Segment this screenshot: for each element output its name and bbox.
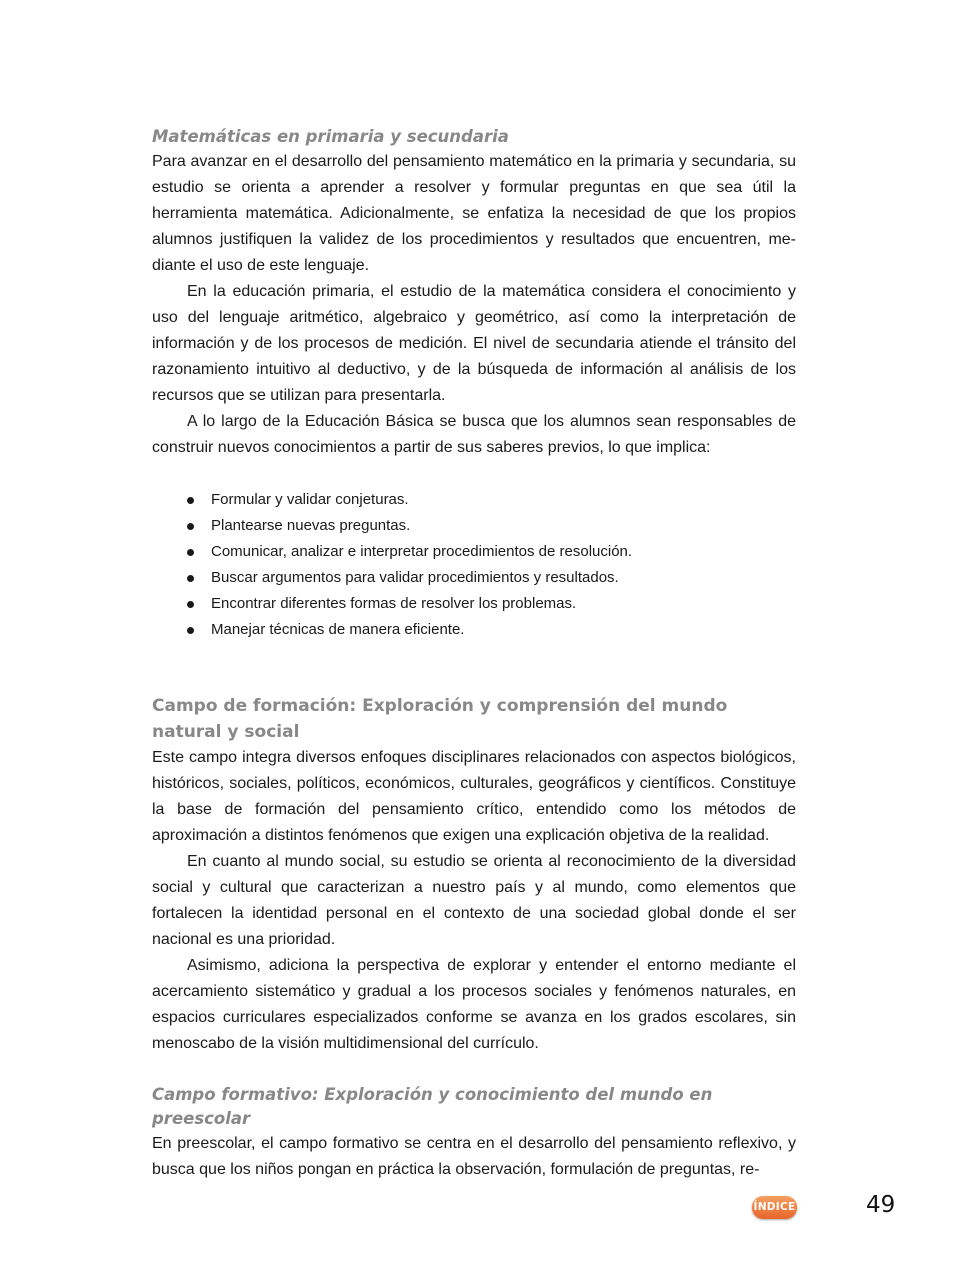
list-item	[152, 539, 796, 565]
bullet-list	[152, 487, 796, 643]
list-item-text: Comunicar, analizar e interpretar procedimientos de resolución.	[211, 543, 633, 560]
bullet-icon	[187, 627, 194, 634]
paragraph: En la educación primaria, el estudio de la matemática considera el conocimiento y uso del lenguaje aritmético, algebraico y geométrico, así como la interpretación de información y de los procesos de medición. El nivel de secundaria atiende el tránsito del razonamiento intuitivo al deductivo, y de la búsqueda de información al análisis de los recursos que se utilizan para presentarla.	[152, 283, 796, 404]
page-number: 49	[866, 1192, 896, 1218]
list-item	[152, 565, 796, 591]
paragraph: Asimismo, adiciona la perspectiva de explorar y entender el entorno mediante el acercamiento sistemático y gradual a los procesos sociales y fenómenos naturales, en espacios curriculares especializados conforme se avanza en los grados escolares, sin menoscabo de la visión multidimensional del currículo.	[152, 957, 796, 1052]
bullet-icon	[187, 497, 194, 504]
list-item-text: Buscar argumentos para validar procedimientos y resultados.	[211, 569, 619, 586]
page-content	[152, 125, 796, 1183]
bullet-icon	[187, 601, 194, 608]
section-heading-campo-formativo: Campo formativo: Exploración y conocimiento del mundo en preescolar	[152, 1085, 713, 1128]
paragraph: A lo largo de la Educación Básica se busca que los alumnos sean responsables de construir nuevos conocimientos a partir de sus saberes previos, lo que implica:	[152, 413, 796, 456]
paragraph: En cuanto al mundo social, su estudio se orienta al reconocimiento de la diversidad social y cultural que caracterizan a nuestro país y al mundo, como elementos que fortalecen la identidad personal en el contexto de una sociedad global donde el ser nacional es una prioridad.	[152, 853, 796, 948]
section-heading-matematicas: Matemáticas en primaria y secundaria	[152, 127, 509, 146]
paragraph: En preescolar, el campo formativo se centra en el desarrollo del pensamiento reflexivo, y busca que los niños pongan en práctica la observación, formulación de preguntas, re-	[152, 1135, 796, 1178]
bullet-icon	[187, 523, 194, 530]
list-item-text: Manejar técnicas de manera eficiente.	[211, 621, 465, 638]
list-item	[152, 513, 796, 539]
list-item	[152, 617, 796, 643]
list-item-text: Formular y validar conjeturas.	[211, 491, 409, 508]
list-item-text: Plantearse nuevas preguntas.	[211, 517, 411, 534]
paragraph: Para avanzar en el desarrollo del pensamiento matemático en la primaria y secundaria, su estudio se orienta a aprender a resolver y formular preguntas en que sea útil la herramienta matemática. Adicionalmente, se enfatiza la necesidad de que los propios alumnos justifiquen la validez de los procedimientos y resultados que encuentren, mediante el uso de este lenguaje.	[152, 153, 796, 274]
index-button[interactable]: ÍNDICE	[752, 1196, 797, 1219]
bullet-icon	[187, 549, 194, 556]
list-item	[152, 487, 796, 513]
bullet-icon	[187, 575, 194, 582]
list-item-text: Encontrar diferentes formas de resolver los problemas.	[211, 595, 577, 612]
list-item	[152, 591, 796, 617]
paragraph: Este campo integra diversos enfoques disciplinares relacionados con aspectos biológicos, históricos, sociales, políticos, económicos, culturales, geográficos y científicos. Constituye la base de formación del pensamiento crítico, entendido como los métodos de aproximación a distintos fenómenos que exigen una explicación objetiva de la realidad.	[152, 749, 796, 844]
section-heading-campo-formacion: Campo de formación: Exploración y comprensión del mundo natural y social	[152, 696, 728, 742]
